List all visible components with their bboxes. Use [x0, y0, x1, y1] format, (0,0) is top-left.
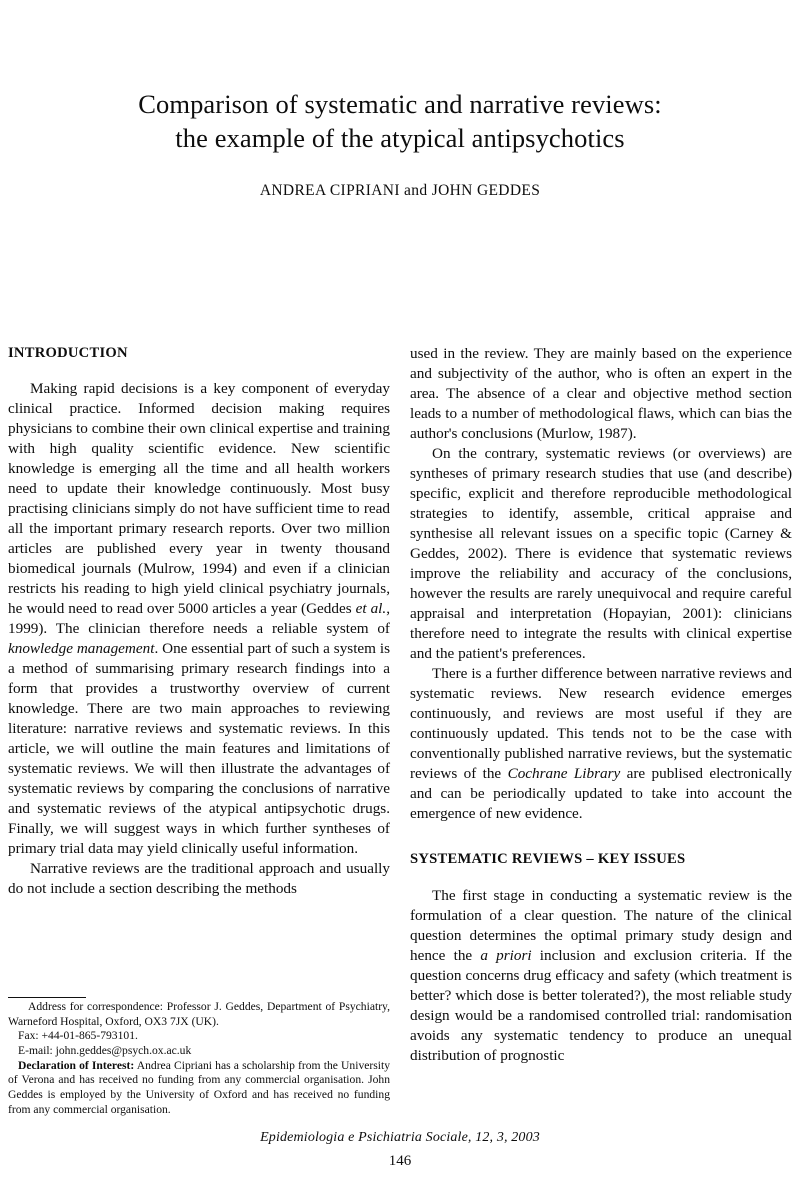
paragraph-text: are publised electronically and can be periodically updated to take into account the emergence of new evidence. — [410, 764, 793, 822]
page-number: 146 — [388, 1153, 412, 1169]
footnote-declaration-text: Andrea Cipriani has a scholarship from the University of Verona and has received no funding from any commercial organisation. John Geddes is employed by the University of Oxford and has received no funding from any commercial organisation. — [8, 1058, 390, 1116]
footnote-email: E-mail: john.geddes@psych.ox.ac.uk — [18, 1043, 192, 1057]
footnote-declaration — [8, 1059, 390, 1118]
author-list: ANDREA CIPRIANI and JOHN GEDDES — [259, 181, 541, 199]
title-block — [60, 88, 740, 200]
left-column — [8, 344, 390, 899]
journal-citation: Epidemiologia e Psichiatria Sociale, 12, 3, 2003 — [260, 1130, 540, 1145]
paragraph: Narrative reviews are the traditional approach and usually do not include a section describing the methods — [8, 859, 390, 897]
page-title-line-2: the example of the atypical antipsychotics — [175, 122, 625, 153]
right-column — [410, 344, 792, 1066]
footnote-address: Address for correspondence: Professor J. Geddes, Department of Psychiatry, Warneford Hospital, Oxford, OX3 7JX (UK). — [8, 1000, 390, 1028]
paragraph-text: Making rapid decisions is a key component of everyday clinical practice. Informed decision making requires physicians to combine their own clinical expertise and training with high quality scientific evidence. New scientific knowledge is emerging all the time and all health workers need to update their knowledge continuously. Most busy practising clinicians simply do not have sufficient time to read all the important primary research reports. Over two million articles are published every year in twenty thousand biomedical journals (Mulrow, 1994) and even if a clinician restricts his reading to high yield clinical psychiatry journals, he would need to read over 5000 articles a year (Geddes — [8, 380, 390, 618]
page-title — [60, 88, 740, 156]
paragraph-text: . One essential part of such a system is a method of summarising primary research findings into a form that provides a trustworthy overview of current knowledge. There are two main approaches to reviewing literature: narrative reviews and systematic reviews. In this article, we will outline the main features and limitations of systematic reviews. We will then illustrate the advantages of systematic reviews by comparing the conclusions of narrative and systematic reviews of the atypical antipsychotic drugs. Finally, we will suggest ways in which further syntheses of primary trial data may yield clinically useful information. — [8, 639, 390, 857]
paragraph-text: The first stage in conducting a systematic review is the formulation of a clear question. The nature of the clinical question determines the optimal primary study design and hence the — [410, 886, 792, 964]
footnote-divider — [8, 997, 86, 998]
paragraph: On the contrary, systematic reviews (or overviews) are syntheses of primary research studies that use (and describe) specific, explicit and therefore reproducible methodological strategies to identify, assemble, critical appraise and synthesise all relevant issues on a specific topic (Carney & Geddes, 2002). There is evidence that systematic reviews improve the reliability and accuracy of the conclusions, however the results are rarely unequivocal and require careful appraisal and interpretation (Hopayian, 2001): clinicians therefore need to integrate the results with clinical expertise and the patient's preferences. — [410, 444, 792, 662]
page-footer — [0, 1130, 800, 1170]
paragraph-text: inclusion and exclusion criteria. If the question concerns drug efficacy and safety (which treatment is better? which dose is better tolerated?), the most reliable study design would be a randomised controlled trial: randomisation avoids any systematic tendency to produce an unequal distribution of prognostic — [410, 946, 792, 1064]
footnote-block — [8, 1000, 390, 1117]
paragraph — [410, 886, 792, 1066]
italic-knowledge-management: knowledge management — [8, 639, 155, 657]
page-title-line-1: Comparison of systematic and narrative reviews: — [138, 89, 662, 119]
paragraph-text: , 1999). The clinician therefore needs a reliable system of — [8, 600, 390, 637]
section-heading-systematic-reviews: SYSTEMATIC REVIEWS – KEY ISSUES — [410, 850, 686, 867]
italic-et-al: et al. — [355, 600, 387, 618]
paragraph — [8, 379, 390, 859]
footnote-fax: Fax: +44-01-865-793101. — [18, 1029, 138, 1043]
footnote-declaration-label: Declaration of Interest: — [18, 1058, 135, 1072]
paragraph: used in the review. They are mainly based on the experience and subjectivity of the author, who is often an expert in the area. The absence of a clear and objective method section leads to a number of methodological flaws, which can bias the author's conclusions (Murlow, 1987). — [410, 345, 792, 442]
section-heading-introduction: INTRODUCTION — [8, 345, 128, 361]
italic-a-priori: a priori — [480, 946, 532, 964]
italic-cochrane-library: Cochrane Library — [507, 764, 621, 782]
paragraph — [410, 664, 792, 824]
paragraph-text: There is a further difference between narrative reviews and systematic reviews. New research evidence emerges continuously, and reviews are most useful if they are continuously updated. This tends not to be the case with conventionally published narrative reviews, but the systematic reviews of the — [410, 664, 792, 782]
